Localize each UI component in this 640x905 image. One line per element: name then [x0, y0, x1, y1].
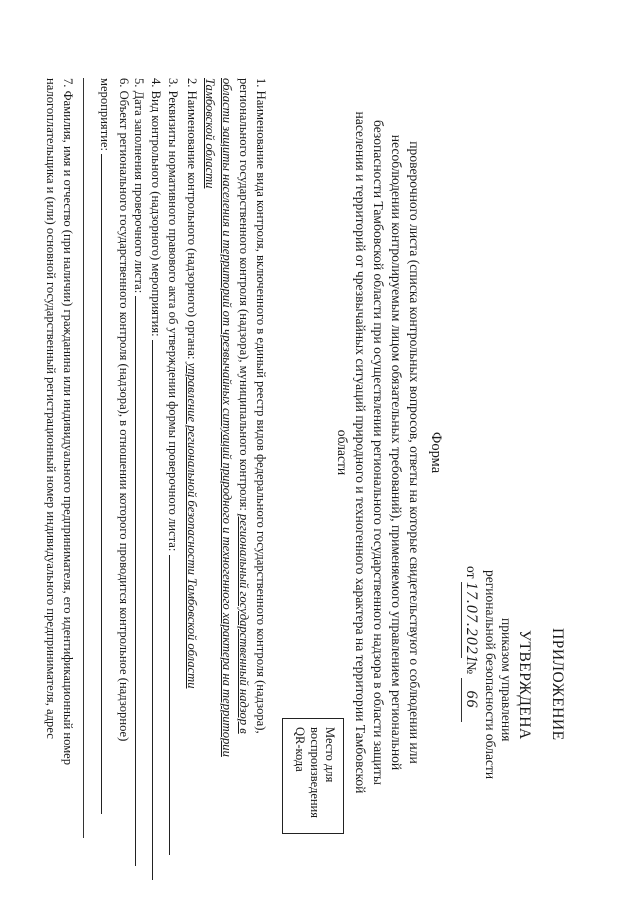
item-2 — [184, 78, 199, 689]
order-line-1: приказом управления — [499, 618, 514, 742]
form-subtitle-line-4: населения и территорий от чрезвычайных ситуаций природного и техногенного характера на территории Тамбовской — [353, 111, 368, 794]
appendix-heading: ПРИЛОЖЕНИЕ — [549, 628, 566, 741]
item-7-line-1: 7. Фамилия, имя и отчество (при наличии) гражданина или индивидуального предпринимателя, его идентификационный номер — [61, 78, 75, 766]
item-4-blank — [152, 340, 165, 880]
form-title: Форма — [428, 431, 444, 474]
item-7-line-2: налогоплательщика и (или) основной государственный регистрационный номер индивидуального предпринимателя, адрес — [44, 78, 58, 739]
item-2-value: управление региональной безопасности Тамбовской области — [185, 362, 199, 689]
item-4 — [148, 78, 165, 880]
number-label: № — [464, 661, 479, 675]
handwritten-date: 17.07.2021 — [463, 581, 480, 664]
item-4-label: 4. Вид контрольного (надзорного) мероприятия: — [149, 78, 163, 337]
form-subtitle-line-3: безопасности Тамбовской области при осуществлении регионального государственного надзора в области защиты — [371, 120, 386, 785]
qr-line-3: QR-кода — [293, 727, 307, 772]
date-prefix: от — [464, 566, 479, 579]
item-6-line-1: 6. Объект регионального государственного контроля (надзора), в отношении которого проводится контрольное (надзорное) — [117, 78, 131, 742]
qr-line-2: воспроизведения — [308, 727, 322, 818]
item-1-value-part-2: области защиты населения и территорий от чрезвычайных ситуаций природного и техногенного характера на территории — [220, 78, 234, 757]
item-6-line-2 — [97, 78, 114, 814]
form-subtitle-line-1: проверочного листа (списка контрольных вопросов, ответы на которые свидетельствуют о соблюдении или — [407, 141, 422, 764]
separator-line — [83, 78, 84, 838]
item-3-label: 3. Реквизиты нормативного правового акта об утверждении формы проверочного листа: — [166, 78, 180, 552]
qr-line-1: Место для — [323, 727, 337, 783]
item-6-label: мероприятие: — [98, 78, 112, 152]
item-1-value-part-1: региональный государственный надзор в — [237, 514, 251, 734]
item-6-blank — [101, 154, 114, 814]
item-2-label: 2. Наименование контрольного (надзорного) органа: — [185, 78, 199, 360]
form-subtitle-line-5: области — [335, 429, 350, 476]
item-1-line-1: 1. Наименование вида контроля, включенного в единый реестр видов федерального государственного контроля (надзора), — [254, 78, 268, 734]
handwritten-number: 66 — [461, 678, 480, 722]
item-3 — [165, 78, 182, 855]
order-line-2: региональной безопасности области — [483, 570, 498, 780]
item-3-blank — [169, 555, 182, 855]
item-5 — [131, 78, 148, 866]
item-1-label: регионального государственного контроля (надзора), муниципального контроля: — [237, 78, 251, 511]
order-date-line — [461, 566, 480, 722]
item-1-value-part-3: Тамбовской области — [203, 78, 217, 189]
item-1-line-2 — [236, 78, 251, 734]
item-5-label: 5. Дата заполнения проверочного листа: — [132, 78, 146, 294]
approved-heading: УТВЕРЖДЕНА — [516, 630, 533, 740]
form-subtitle-line-2: несоблюдении контролируемым лицом обязательных требований), применяемого управлением региональной — [389, 134, 404, 771]
item-5-blank — [135, 296, 148, 866]
